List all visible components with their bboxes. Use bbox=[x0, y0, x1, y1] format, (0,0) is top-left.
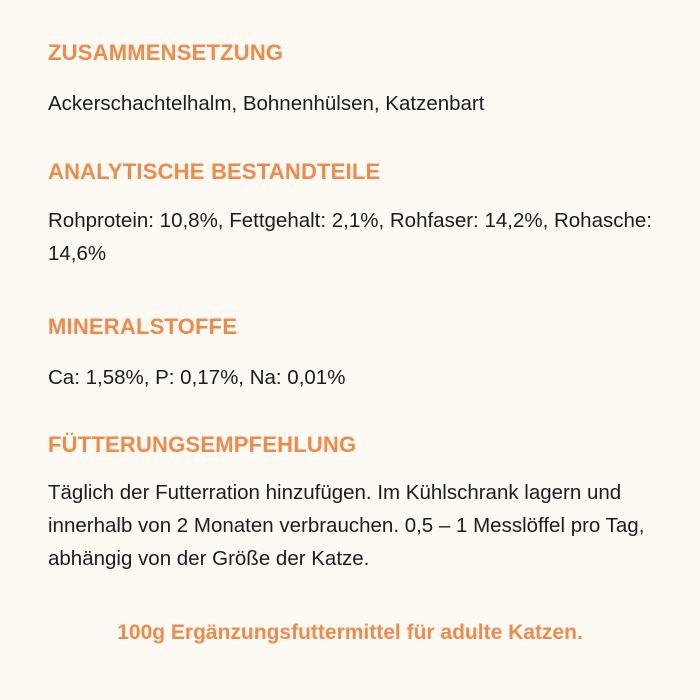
section-text-composition: Ackerschachtelhalm, Bohnenhülsen, Katzenbart bbox=[48, 92, 485, 115]
section-heading-analytical-constituents: ANALYTISCHE BESTANDTEILE bbox=[48, 159, 381, 184]
section-heading-minerals: MINERALSTOFFE bbox=[48, 314, 238, 339]
section-text-minerals: Ca: 1,58%, P: 0,17%, Na: 0,01% bbox=[48, 366, 346, 389]
section-text-feeding-recommendation: Täglich der Futterration hinzufügen. Im Kühlschrank lagern und innerhalb von 2 Monaten verbrauchen. 0,5 – 1 Messlöffel pro Tag, abhängig von der Größe der Katze. bbox=[48, 481, 645, 570]
section-heading-composition: ZUSAMMENSETZUNG bbox=[48, 40, 284, 65]
section-composition bbox=[48, 38, 484, 120]
section-analytical-constituents bbox=[48, 157, 658, 270]
section-text-analytical-constituents: Rohprotein: 10,8%, Fettgehalt: 2,1%, Rohfaser: 14,2%, Rohasche: 14,6% bbox=[48, 209, 652, 265]
product-footer-note: 100g Ergänzungsfuttermittel für adulte Katzen. bbox=[117, 621, 583, 644]
section-heading-feeding-recommendation: FÜTTERUNGSEMPFEHLUNG bbox=[48, 432, 357, 457]
section-feeding-recommendation bbox=[48, 430, 658, 575]
section-minerals bbox=[48, 312, 345, 394]
